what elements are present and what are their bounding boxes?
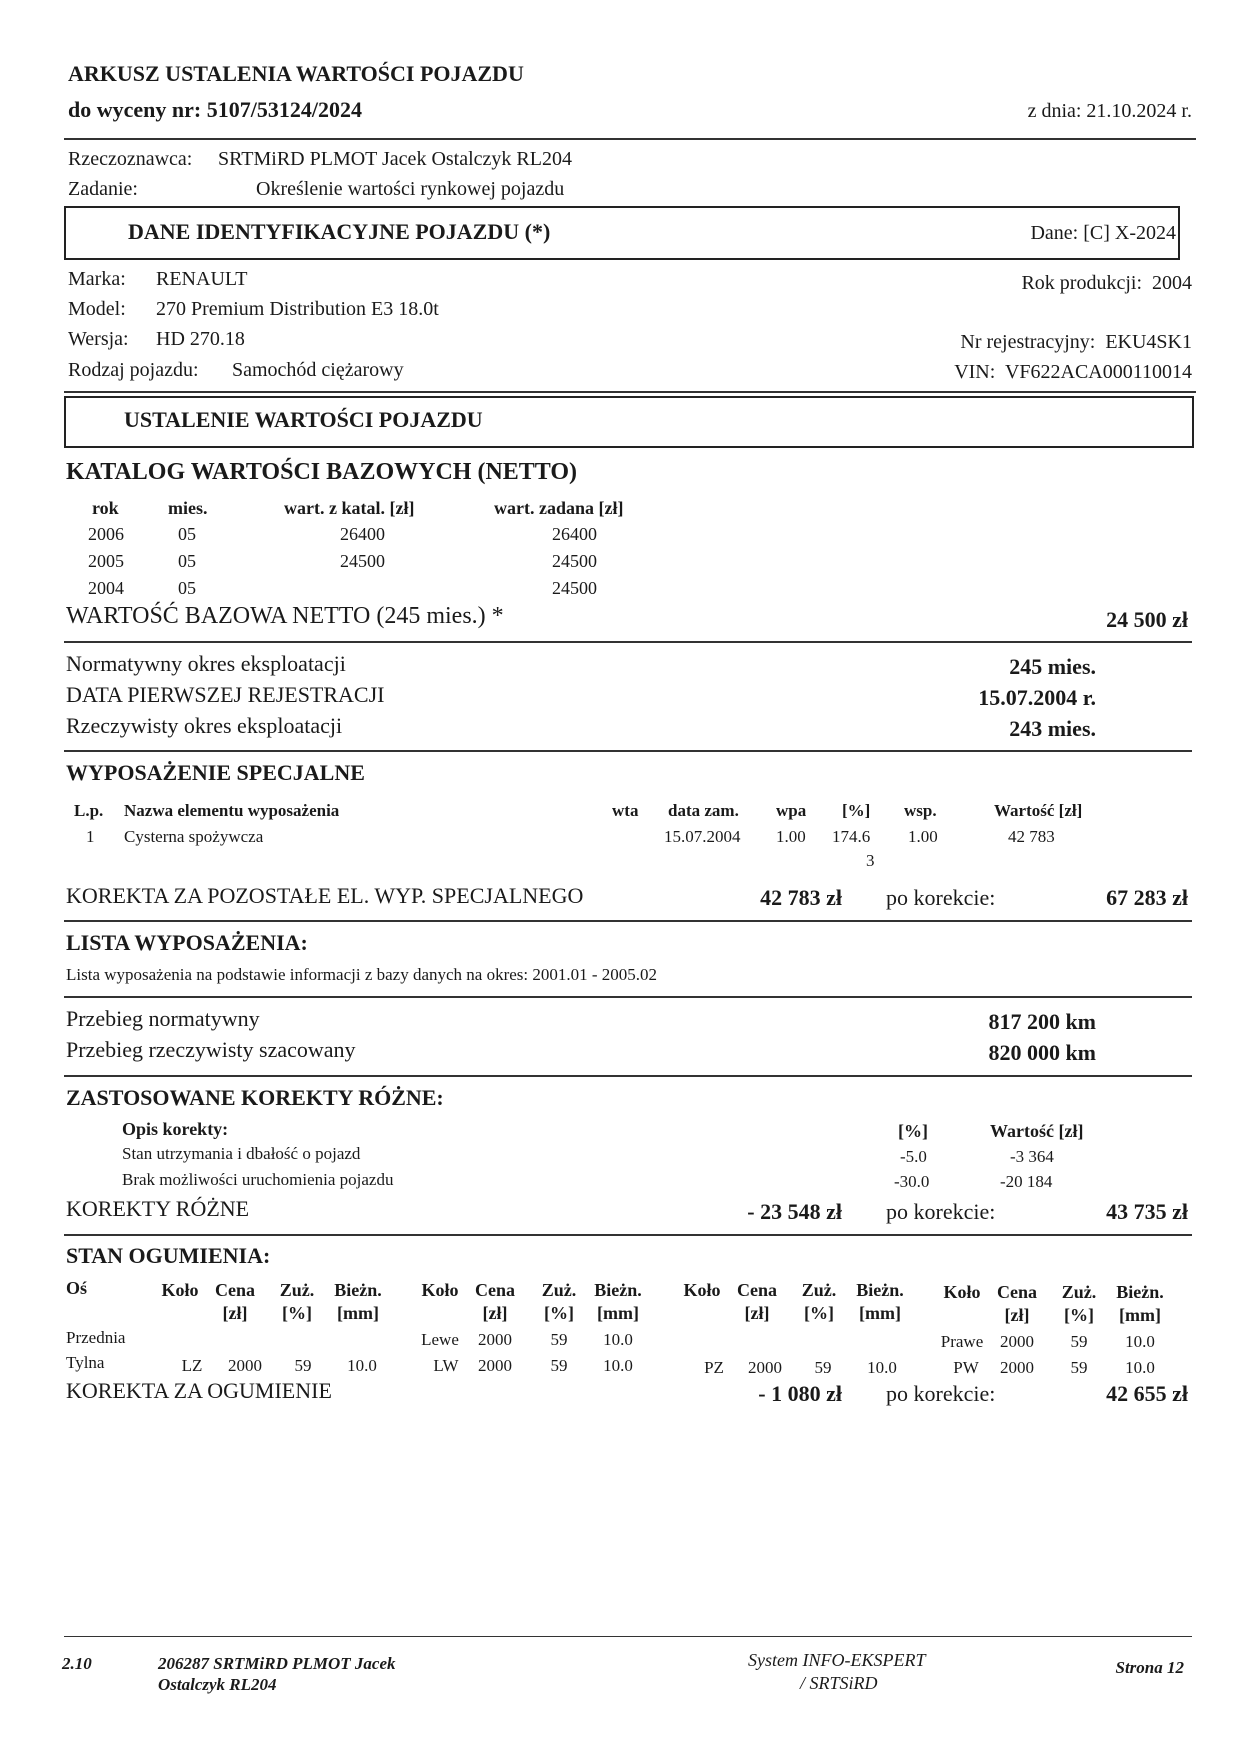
norm-period-label: Normatywny okres eksploatacji — [66, 651, 346, 676]
tires-col-tread-unit: [mm] — [1119, 1305, 1161, 1325]
equipment-correction-value: 42 783 zł — [760, 885, 842, 910]
actual-period-value: 243 mies. — [1009, 716, 1096, 741]
production-year-value: 2004 — [1152, 272, 1192, 294]
tires-col-price: Cena — [737, 1280, 777, 1300]
equipment-row-pct: 174.6 — [832, 827, 871, 846]
make-label: Marka: — [68, 268, 126, 290]
data-source: Dane: [C] X-2024 — [1030, 222, 1176, 244]
equipment-col-pct: [%] — [842, 801, 871, 820]
tire-wheel: LW — [433, 1356, 459, 1375]
actual-period-label: Rzeczywisty okres eksploatacji — [66, 713, 343, 738]
first-registration-label: DATA PIERWSZEJ REJESTRACJI — [66, 682, 385, 707]
actual-mileage-label: Przebieg rzeczywisty szacowany — [66, 1037, 356, 1062]
tire-price: 2000 — [1000, 1332, 1034, 1351]
footer-author-line1: 206287 SRTMiRD PLMOT Jacek — [158, 1654, 396, 1673]
misc-after-value: 43 735 zł — [1106, 1199, 1188, 1224]
tires-col-wear: Zuż. — [541, 1280, 577, 1300]
catalog-row-month: 05 — [178, 551, 196, 571]
norm-mileage-value: 817 200 km — [988, 1009, 1096, 1034]
tire-wear: 59 — [1070, 1332, 1088, 1351]
tires-correction-label: KOREKTA ZA OGUMIENIE — [66, 1378, 332, 1403]
tires-col-tread: Bieżn. — [594, 1280, 642, 1300]
tires-col-wheel: Koło — [161, 1280, 199, 1300]
model-value: 270 Premium Distribution E3 18.0t — [156, 298, 439, 320]
misc-col-pct: [%] — [898, 1121, 928, 1141]
catalog-row-set-value: 24500 — [552, 578, 597, 598]
equipment-col-wsp: wsp. — [904, 801, 937, 820]
catalog-row-month: 05 — [178, 578, 196, 598]
misc-corrections-heading: ZASTOSOWANE KOREKTY RÓŻNE: — [66, 1085, 444, 1110]
tires-col-wheel: Koło — [943, 1282, 981, 1302]
tires-after-value: 42 655 zł — [1106, 1381, 1188, 1406]
equipment-list-note: Lista wyposażenia na podstawie informacji z bazy danych na okres: 2001.01 - 2005.02 — [66, 965, 658, 984]
footer-system-line2: / SRTSiRD — [800, 1673, 878, 1693]
tire-wear: 59 — [550, 1356, 568, 1375]
tire-price: 2000 — [478, 1330, 512, 1349]
task-value: Określenie wartości rynkowej pojazdu — [256, 178, 565, 200]
registration-number — [960, 331, 1192, 354]
vehicle-type-label: Rodzaj pojazdu: — [68, 359, 199, 381]
tire-price: 2000 — [478, 1356, 512, 1375]
tires-col-tread-unit: [mm] — [859, 1303, 901, 1323]
footer-version: 2.10 — [62, 1654, 92, 1673]
catalog-row-set-value: 26400 — [552, 524, 597, 544]
tires-col-wear: Zuż. — [801, 1280, 837, 1300]
equipment-row-date: 15.07.2004 — [664, 827, 741, 846]
tire-tread: 10.0 — [1125, 1358, 1155, 1377]
tires-col-tread-unit: [mm] — [337, 1303, 379, 1323]
production-year-label: Rok produkcji: — [1021, 272, 1142, 294]
tires-heading: STAN OGUMIENIA: — [66, 1243, 271, 1268]
equipment-col-wpa: wpa — [776, 801, 807, 820]
tires-col-wear-unit: [%] — [804, 1303, 834, 1323]
catalog-col-catalog-value: wart. z katal. [zł] — [284, 498, 415, 518]
misc-after-label: po korekcie: — [886, 1199, 996, 1224]
misc-row-value: -3 364 — [1010, 1147, 1054, 1166]
misc-row-value: -20 184 — [1000, 1172, 1053, 1191]
tires-col-wheel: Koło — [683, 1280, 721, 1300]
tire-tread: 10.0 — [347, 1356, 377, 1375]
tires-correction-value: - 1 080 zł — [758, 1381, 842, 1406]
divider — [64, 750, 1192, 752]
catalog-row-set-value: 24500 — [552, 551, 597, 571]
tire-wheel: PW — [953, 1358, 979, 1377]
divider — [64, 1234, 1192, 1236]
catalog-row-year: 2005 — [88, 551, 124, 571]
tire-price: 2000 — [748, 1358, 782, 1377]
misc-correction-value: - 23 548 zł — [747, 1199, 842, 1224]
tire-tread: 10.0 — [603, 1330, 633, 1349]
tires-col-tread-unit: [mm] — [597, 1303, 639, 1323]
tires-col-wear: Zuż. — [279, 1280, 315, 1300]
valuation-number: do wyceny nr: 5107/53124/2024 — [68, 97, 362, 122]
equipment-row-wsp: 1.00 — [908, 827, 938, 846]
actual-mileage-value: 820 000 km — [988, 1040, 1096, 1065]
misc-col-desc: Opis korekty: — [122, 1119, 229, 1139]
equipment-col-name: Nazwa elementu wyposażenia — [124, 801, 340, 820]
equipment-after-label: po korekcie: — [886, 885, 996, 910]
equipment-row-lp: 1 — [86, 827, 95, 846]
tires-after-label: po korekcie: — [886, 1381, 996, 1406]
divider — [64, 138, 1196, 140]
special-equipment-heading: WYPOSAŻENIE SPECJALNE — [66, 760, 365, 785]
tires-col-price-unit: [zł] — [744, 1303, 770, 1323]
equipment-col-lp: L.p. — [74, 801, 104, 820]
registration-value: EKU4SK1 — [1105, 331, 1192, 353]
tire-wheel: Lewe — [421, 1330, 459, 1349]
misc-row-pct: -30.0 — [894, 1172, 930, 1191]
catalog-row-catalog-value: 26400 — [340, 524, 385, 544]
tires-col-price-unit: [zł] — [222, 1303, 248, 1323]
catalog-row-year: 2006 — [88, 524, 124, 544]
tires-col-wear-unit: [%] — [282, 1303, 312, 1323]
tires-col-axis: Oś — [66, 1278, 88, 1298]
tire-tread: 10.0 — [603, 1356, 633, 1375]
tires-front-axle-label: Przednia — [66, 1328, 126, 1347]
tire-tread: 10.0 — [867, 1358, 897, 1377]
divider — [64, 1075, 1192, 1077]
catalog-row-year: 2004 — [88, 578, 124, 598]
task-label: Zadanie: — [68, 178, 138, 200]
divider — [64, 391, 1196, 393]
vin-label: VIN: — [954, 361, 996, 383]
misc-col-value: Wartość [zł] — [990, 1121, 1084, 1141]
divider — [64, 996, 1192, 998]
expert-value: SRTMiRD PLMOT Jacek Ostalczyk RL204 — [218, 148, 572, 170]
ident-heading: DANE IDENTYFIKACYJNE POJAZDU (*) — [128, 219, 551, 244]
norm-mileage-label: Przebieg normatywny — [66, 1006, 260, 1031]
tires-col-wear: Zuż. — [1061, 1282, 1097, 1302]
registration-label: Nr rejestracyjny: — [960, 331, 1096, 353]
tires-col-tread: Bieżn. — [856, 1280, 904, 1300]
version-value: HD 270.18 — [156, 328, 245, 350]
tire-price: 2000 — [228, 1356, 262, 1375]
equipment-col-date: data zam. — [668, 801, 739, 820]
document-date: z dnia: 21.10.2024 r. — [1027, 100, 1192, 122]
divider — [64, 920, 1192, 922]
footer-author-line2: Ostalczyk RL204 — [158, 1675, 277, 1694]
tires-col-price: Cena — [997, 1282, 1037, 1302]
equipment-row-name: Cysterna spożywcza — [124, 827, 264, 846]
model-label: Model: — [68, 298, 126, 320]
equipment-after-value: 67 283 zł — [1106, 885, 1188, 910]
tires-col-wear-unit: [%] — [1064, 1305, 1094, 1325]
tires-col-wheel: Koło — [421, 1280, 459, 1300]
misc-row-desc: Stan utrzymania i dbałość o pojazd — [122, 1144, 361, 1163]
footer-page-number: Strona 12 — [1115, 1658, 1184, 1677]
equipment-correction-label: KOREKTA ZA POZOSTAŁE EL. WYP. SPECJALNEGO — [66, 883, 584, 908]
norm-period-value: 245 mies. — [1009, 654, 1096, 679]
tire-wear: 59 — [550, 1330, 568, 1349]
catalog-heading: KATALOG WARTOŚCI BAZOWYCH (NETTO) — [66, 459, 578, 485]
footer-system-line1: System INFO-EKSPERT — [748, 1650, 926, 1670]
equipment-row-value: 42 783 — [1008, 827, 1055, 846]
misc-correction-label: KOREKTY RÓŻNE — [66, 1196, 250, 1221]
base-value: 24 500 zł — [1106, 607, 1188, 632]
vin — [954, 361, 1192, 384]
vin-value: VF622ACA000110014 — [1004, 361, 1192, 383]
divider — [64, 641, 1192, 643]
base-value-label: WARTOŚĆ BAZOWA NETTO (245 mies.) * — [66, 603, 504, 629]
equipment-row-pct-wrap: 3 — [866, 851, 875, 870]
equipment-row-wpa: 1.00 — [776, 827, 806, 846]
misc-row-desc: Brak możliwości uruchomienia pojazdu — [122, 1170, 394, 1189]
tire-price: 2000 — [1000, 1358, 1034, 1377]
document-title: ARKUSZ USTALENIA WARTOŚCI POJAZDU — [68, 61, 524, 86]
tire-tread: 10.0 — [1125, 1332, 1155, 1351]
first-registration-value: 15.07.2004 r. — [978, 685, 1096, 710]
tires-col-price: Cena — [475, 1280, 515, 1300]
production-year — [1021, 272, 1192, 295]
tires-rear-axle-label: Tylna — [66, 1353, 105, 1372]
catalog-row-catalog-value: 24500 — [340, 551, 385, 571]
tires-col-tread: Bieżn. — [334, 1280, 382, 1300]
tires-col-price-unit: [zł] — [482, 1303, 508, 1323]
tire-wear: 59 — [814, 1358, 832, 1377]
catalog-col-month: mies. — [168, 498, 208, 518]
tires-col-price: Cena — [215, 1280, 255, 1300]
equipment-col-value: Wartość [zł] — [994, 801, 1083, 820]
make-value: RENAULT — [156, 268, 248, 290]
catalog-col-set-value: wart. zadana [zł] — [494, 498, 624, 518]
tires-col-price-unit: [zł] — [1004, 1305, 1030, 1325]
valuation-heading: USTALENIE WARTOŚCI POJAZDU — [124, 407, 483, 432]
misc-row-pct: -5.0 — [900, 1147, 927, 1166]
catalog-col-year: rok — [92, 498, 119, 518]
tire-wear: 59 — [294, 1356, 312, 1375]
tire-wear: 59 — [1070, 1358, 1088, 1377]
footer-divider — [64, 1636, 1192, 1637]
equipment-list-heading: LISTA WYPOSAŻENIA: — [66, 930, 308, 955]
tires-col-wear-unit: [%] — [544, 1303, 574, 1323]
expert-label: Rzeczoznawca: — [68, 148, 193, 170]
vehicle-type-value: Samochód ciężarowy — [232, 359, 404, 381]
equipment-col-wta: wta — [612, 801, 639, 820]
tire-wheel: LZ — [181, 1356, 203, 1375]
tires-col-tread: Bieżn. — [1116, 1282, 1164, 1302]
tire-wheel: Prawe — [940, 1332, 984, 1351]
version-label: Wersja: — [68, 328, 129, 350]
tire-wheel: PZ — [704, 1358, 724, 1377]
catalog-row-month: 05 — [178, 524, 196, 544]
